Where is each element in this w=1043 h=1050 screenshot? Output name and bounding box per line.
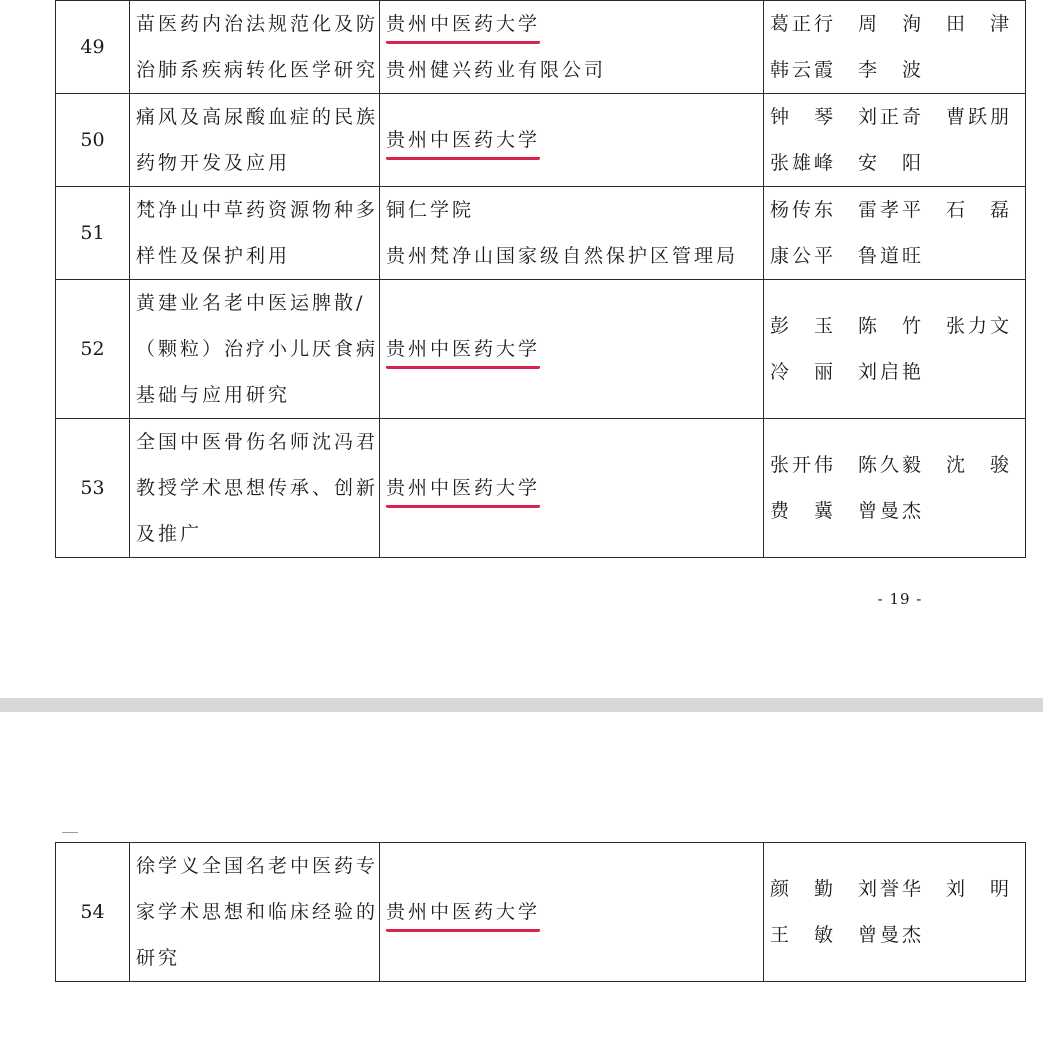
completers-line	[770, 912, 1025, 958]
person-name: 杨传东	[770, 199, 837, 221]
completers-line	[770, 47, 1025, 93]
person-name: 石 磊	[946, 199, 1013, 221]
unit-line	[386, 326, 763, 372]
project-title-line: 样性及保护利用	[136, 245, 291, 267]
project-title-line: 治肺系疾病转化医学研究	[136, 59, 379, 81]
main-completers	[764, 1, 1026, 94]
person-name: 葛正行	[770, 13, 837, 35]
person-name: 安 阳	[858, 152, 925, 174]
completing-units	[380, 1, 764, 94]
page-separator	[0, 698, 1043, 712]
person-name: 周 洵	[858, 13, 925, 35]
project-number: 53	[56, 419, 130, 558]
main-completers	[764, 419, 1026, 558]
project-title-line: 教授学术思想传承、创新	[136, 477, 379, 499]
project-number: 54	[56, 843, 130, 982]
unit-line	[386, 1, 763, 47]
project-title-line: 全国中医骨伤名师沈冯君	[136, 431, 379, 453]
person-name: 李 波	[858, 59, 925, 81]
unit-line	[386, 465, 763, 511]
main-completers	[764, 94, 1026, 187]
person-name: 刘誉华	[858, 878, 925, 900]
unit-line	[386, 889, 763, 935]
project-number: 51	[56, 187, 130, 280]
project-title	[130, 843, 380, 982]
completing-units	[380, 280, 764, 419]
project-title-line: 研究	[136, 947, 181, 969]
awards-table-top-body	[56, 1, 1026, 558]
completers-line	[770, 303, 1025, 349]
completers-line	[770, 349, 1025, 395]
project-title-line: 基础与应用研究	[136, 384, 291, 406]
project-title-line: 家学术思想和临床经验的	[136, 901, 379, 923]
project-title-line: 药物开发及应用	[136, 152, 291, 174]
completers-line	[770, 94, 1025, 140]
unit-line	[386, 233, 763, 279]
person-name: 张力文	[946, 315, 1013, 337]
unit-line	[386, 47, 763, 93]
unit-name: 铜仁学院	[386, 199, 475, 221]
person-name: 沈 骏	[946, 454, 1013, 476]
awards-table-top	[55, 0, 1026, 558]
main-completers	[764, 187, 1026, 280]
table-row	[56, 94, 1026, 187]
person-name: 刘正奇	[858, 106, 925, 128]
person-name: 颜 勤	[770, 878, 837, 900]
table-row	[56, 187, 1026, 280]
person-name: 王 敏	[770, 924, 837, 946]
project-title-line: 黄建业名老中医运脾散/	[136, 292, 366, 314]
project-title-line: 苗医药内治法规范化及防	[136, 13, 379, 35]
unit-line	[386, 187, 763, 233]
unit-name: 贵州梵净山国家级自然保护区管理局	[386, 245, 739, 267]
person-name: 陈 竹	[858, 315, 925, 337]
table-row	[56, 280, 1026, 419]
person-name: 曾曼杰	[858, 500, 925, 522]
completers-line	[770, 140, 1025, 186]
project-number: 50	[56, 94, 130, 187]
person-name: 雷孝平	[858, 199, 925, 221]
scan-mark	[62, 832, 78, 833]
table-row	[56, 843, 1026, 982]
project-title-line: 痛风及高尿酸血症的民族	[136, 106, 379, 128]
document-page-bottom	[0, 712, 1043, 1050]
table-row	[56, 1, 1026, 94]
awards-table-bottom-body	[56, 843, 1026, 982]
highlighted-unit-name: 贵州中医药大学	[386, 125, 540, 160]
table-row	[56, 419, 1026, 558]
unit-name: 贵州健兴药业有限公司	[386, 59, 607, 81]
person-name: 田 津	[946, 13, 1013, 35]
highlighted-unit-name: 贵州中医药大学	[386, 473, 540, 508]
completers-line	[770, 187, 1025, 233]
project-title-line: 梵净山中草药资源物种多	[136, 199, 379, 221]
awards-table-bottom	[55, 842, 1026, 982]
unit-line	[386, 117, 763, 163]
completers-line	[770, 1, 1025, 47]
completing-units	[380, 843, 764, 982]
person-name: 刘 明	[946, 878, 1013, 900]
project-title-line: 徐学义全国名老中医药专	[136, 855, 379, 877]
person-name: 彭 玉	[770, 315, 837, 337]
project-title	[130, 187, 380, 280]
person-name: 韩云霞	[770, 59, 837, 81]
project-title-line: （颗粒）治疗小儿厌食病	[136, 338, 379, 360]
main-completers	[764, 280, 1026, 419]
main-completers	[764, 843, 1026, 982]
person-name: 张雄峰	[770, 152, 837, 174]
person-name: 费 冀	[770, 500, 837, 522]
highlighted-unit-name: 贵州中医药大学	[386, 9, 540, 44]
person-name: 刘启艳	[858, 361, 925, 383]
completing-units	[380, 419, 764, 558]
person-name: 冷 丽	[770, 361, 837, 383]
person-name: 康公平	[770, 245, 837, 267]
highlighted-unit-name: 贵州中医药大学	[386, 334, 540, 369]
page-number: - 19 -	[877, 590, 923, 608]
person-name: 钟 琴	[770, 106, 837, 128]
completers-line	[770, 233, 1025, 279]
highlighted-unit-name: 贵州中医药大学	[386, 897, 540, 932]
person-name: 张开伟	[770, 454, 837, 476]
completing-units	[380, 187, 764, 280]
person-name: 陈久毅	[858, 454, 925, 476]
completing-units	[380, 94, 764, 187]
completers-line	[770, 866, 1025, 912]
person-name: 鲁道旺	[858, 245, 925, 267]
completers-line	[770, 442, 1025, 488]
project-title	[130, 94, 380, 187]
project-title	[130, 280, 380, 419]
project-title-line: 及推广	[136, 523, 203, 545]
project-number: 52	[56, 280, 130, 419]
project-title	[130, 1, 380, 94]
project-number: 49	[56, 1, 130, 94]
completers-line	[770, 488, 1025, 534]
person-name: 曾曼杰	[858, 924, 925, 946]
project-title	[130, 419, 380, 558]
person-name: 曹跃朋	[946, 106, 1013, 128]
